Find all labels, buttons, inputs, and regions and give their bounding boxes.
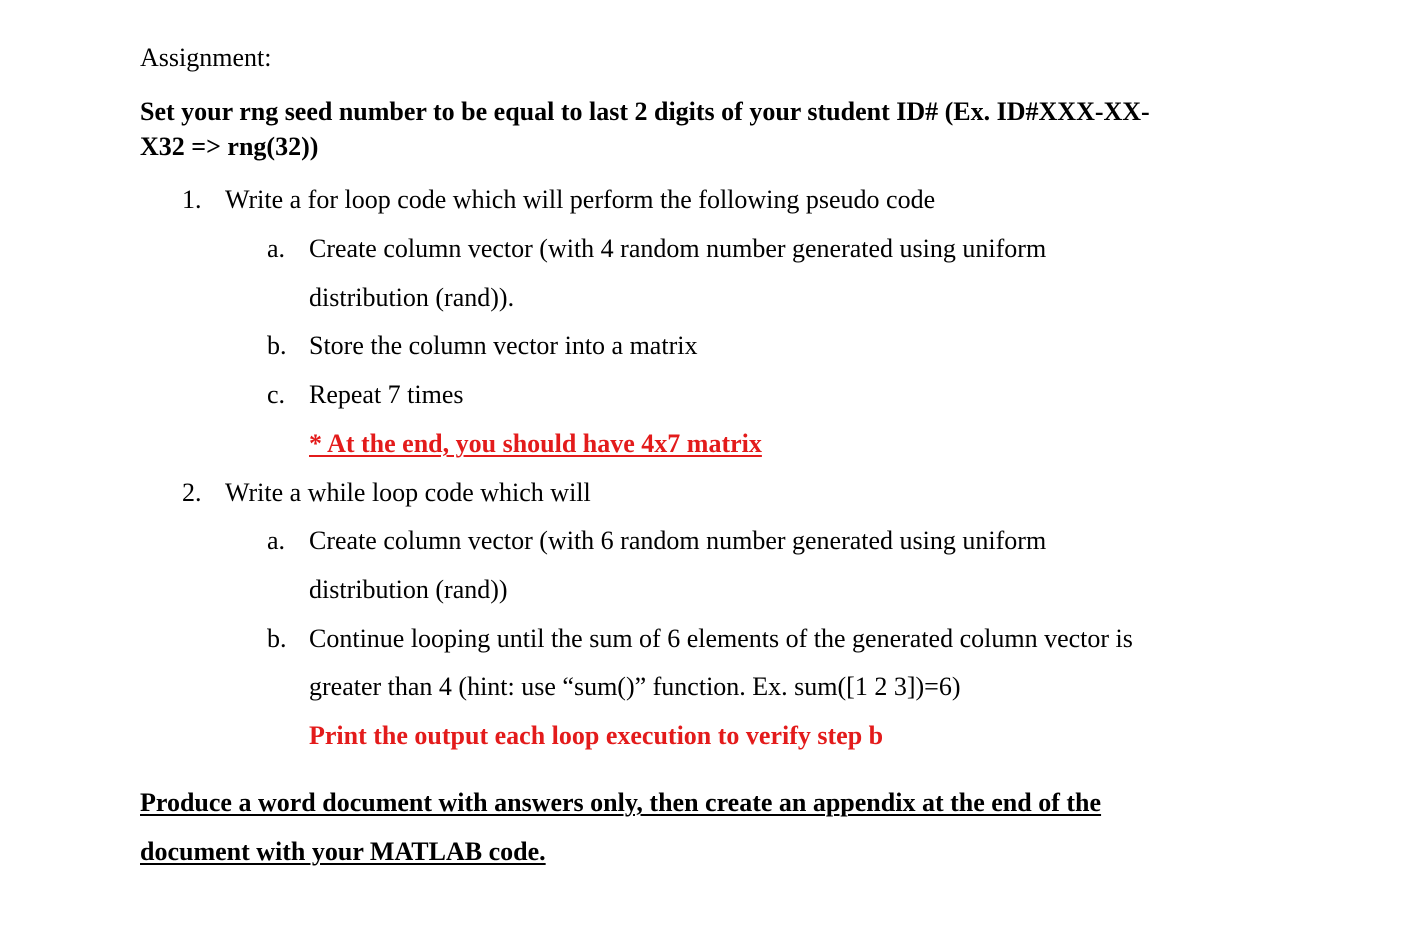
task-2-step-a-marker: a. (267, 526, 286, 555)
task-2-text: Write a while loop code which will (225, 478, 591, 507)
task-2-step-b-line-1: Continue looping until the sum of 6 elements of the generated column vector is (309, 624, 1133, 653)
task-1-step-b-marker: b. (267, 331, 287, 360)
task-2-step-b-line-2: greater than 4 (hint: use “sum()” function. Ex. sum([1 2 3])=6) (309, 672, 961, 701)
footer-line-1: Produce a word document with answers only, then create an appendix at the end of the (140, 788, 1102, 817)
task-1-step-a-marker: a. (267, 234, 286, 263)
task-1-step-a-line-2: distribution (rand)). (309, 283, 515, 312)
task-2-step-b-marker: b. (267, 624, 287, 653)
assignment-heading: Assignment: (140, 43, 272, 72)
footer-line-2: document with your MATLAB code. (140, 837, 546, 866)
task-2-number: 2. (182, 478, 202, 507)
task-1-text: Write a for loop code which will perform the following pseudo code (225, 185, 936, 214)
instruction-line-1: Set your rng seed number to be equal to last 2 digits of your student ID# (Ex. ID#XXX-XX- (140, 97, 1150, 126)
task-1-step-a-line-1: Create column vector (with 4 random number generated using uniform (309, 234, 1047, 263)
task-2-step-a-line-2: distribution (rand)) (309, 575, 508, 604)
instruction-line-2: X32 => rng(32)) (140, 132, 319, 161)
task-2-step-a-line-1: Create column vector (with 6 random number generated using uniform (309, 526, 1047, 555)
task-1-step-b-line-1: Store the column vector into a matrix (309, 331, 698, 360)
task-1-step-c-marker: c. (267, 380, 286, 409)
task-1-note: * At the end, you should have 4x7 matrix (309, 429, 762, 458)
task-1-number: 1. (182, 185, 202, 214)
task-1-step-c-line-1: Repeat 7 times (309, 380, 464, 409)
task-2-note: Print the output each loop execution to verify step b (309, 721, 884, 750)
